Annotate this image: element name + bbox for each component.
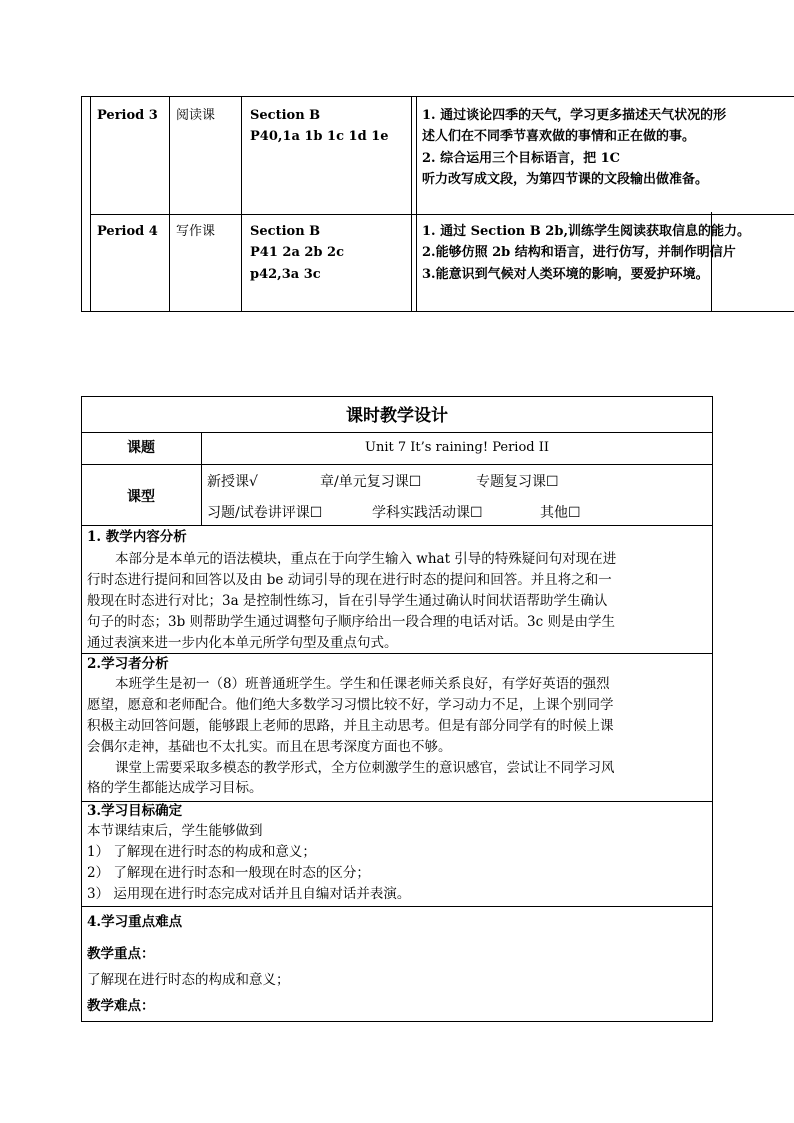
period-4-label: Period 4 — [97, 224, 158, 239]
type-option-practice-activity[interactable]: 学科实践活动课☐ — [372, 505, 483, 521]
content-analysis-line-3: 般现在时态进行对比；3a 是控制性练习，旨在引导学生通过确认时间状语帮助学生确认 — [87, 593, 608, 609]
focus-label: 教学重点： — [87, 946, 155, 962]
period-4-content-line-2: P41 2a 2b 2c — [250, 245, 345, 260]
period-3-goal-3: 2. 综合运用三个目标语言，把 1C — [422, 151, 621, 166]
content-analysis-line-1: 本部分是本单元的语法模块，重点在于向学生输入 what 引导的特殊疑问句对现在进 — [115, 551, 617, 567]
type-option-new-lesson[interactable]: 新授课√ — [207, 474, 258, 490]
period-4-goal-3: 3.能意识到气候对人类环境的影响，要爱护环境。 — [422, 267, 709, 282]
lesson-design-title: 课时教学设计 — [346, 406, 448, 426]
type-option-exercise-review[interactable]: 习题/试卷讲评课☐ — [207, 505, 323, 521]
period-4-goal-2: 2.能够仿照 2b 结构和语言，进行仿写，并制作明信片 — [422, 245, 736, 260]
objectives-intro: 本节课结束后，学生能够做到 — [87, 823, 263, 839]
objective-item-1: 1） 了解现在进行时态的构成和意义； — [87, 844, 316, 860]
learner-analysis-line-3: 积极主动回答问题，能够跟上老师的思路，并且主动思考。但是有部分同学有的时候上课 — [87, 718, 614, 734]
learner-analysis-section — [81, 653, 713, 801]
objective-item-3: 3） 运用现在进行时态完成对话并且自编对话并表演。 — [87, 886, 411, 902]
objectives-heading: 3.学习目标确定 — [87, 803, 183, 819]
type-option-topic-review[interactable]: 专题复习课☐ — [476, 474, 559, 490]
period-3-type: 阅读课 — [176, 108, 216, 123]
period-3-content-line-1: Section B — [250, 108, 321, 123]
objectives-section — [81, 801, 713, 906]
type-label: 课型 — [127, 489, 155, 505]
period-3-goal-4: 听力改写成文段，为第四节课的文段输出做准备。 — [422, 172, 709, 187]
content-analysis-line-5: 通过表演来进一步内化本单元所学句型及重点句式。 — [87, 635, 398, 651]
type-option-unit-review[interactable]: 章/单元复习课☐ — [320, 474, 422, 490]
content-analysis-section — [81, 525, 713, 653]
focus-text: 了解现在进行时态的构成和意义； — [87, 972, 290, 988]
content-analysis-line-4: 句子的时态；3b 则帮助学生通过调整句子顺序给出一段合理的电话对话。3c 则是由学生 — [87, 614, 615, 630]
learner-analysis-line-4: 会偶尔走神，基础也不太扎实。而且在思考深度方面也不够。 — [87, 739, 452, 755]
topic-value: Unit 7 It’s raining! Period II — [364, 440, 550, 455]
key-points-heading: 4.学习重点难点 — [87, 914, 183, 930]
period-3-content-line-2: P40,1a 1b 1c 1d 1e — [250, 129, 389, 144]
topic-label: 课题 — [127, 440, 155, 456]
content-analysis-heading: 1. 教学内容分析 — [87, 529, 187, 545]
learner-analysis-line-1: 本班学生是初一（8）班普通班学生。学生和任课老师关系良好，有学好英语的强烈 — [115, 676, 610, 692]
period-3-goal-1: 1. 通过谈论四季的天气，学习更多描述天气状况的形 — [422, 108, 727, 123]
period-3-label: Period 3 — [97, 108, 158, 123]
key-points-section — [81, 906, 713, 1021]
content-analysis-line-2: 行时态进行提问和回答以及由 be 动词引导的现在进行时态的提问和回答。并且将之和一 — [87, 572, 612, 588]
learner-analysis-line-2: 愿望，愿意和老师配合。他们绝大多数学习习惯比较不好，学习动力不足，上课个别同学 — [87, 697, 614, 713]
period-4-content-line-1: Section B — [250, 224, 321, 239]
difficulty-label: 教学难点： — [87, 998, 155, 1014]
objective-item-2: 2） 了解现在进行时态和一般现在时态的区分； — [87, 865, 370, 881]
period-3-goal-2: 述人们在不同季节喜欢做的事情和正在做的事。 — [422, 129, 696, 144]
period-4-type: 写作课 — [176, 224, 216, 239]
learner-analysis-line-5: 课堂上需要采取多模态的教学形式，全方位刺激学生的意识感官，尝试让不同学习风 — [115, 760, 615, 776]
type-option-other[interactable]: 其他☐ — [540, 505, 581, 521]
period-4-content-line-3: p42,3a 3c — [250, 267, 321, 282]
learner-analysis-heading: 2.学习者分析 — [87, 656, 169, 672]
learner-analysis-line-6: 格的学生都能达成学习目标。 — [87, 780, 263, 796]
period-4-goal-1: 1. 通过 Section B 2b,训练学生阅读获取信息的能力。 — [422, 224, 750, 239]
